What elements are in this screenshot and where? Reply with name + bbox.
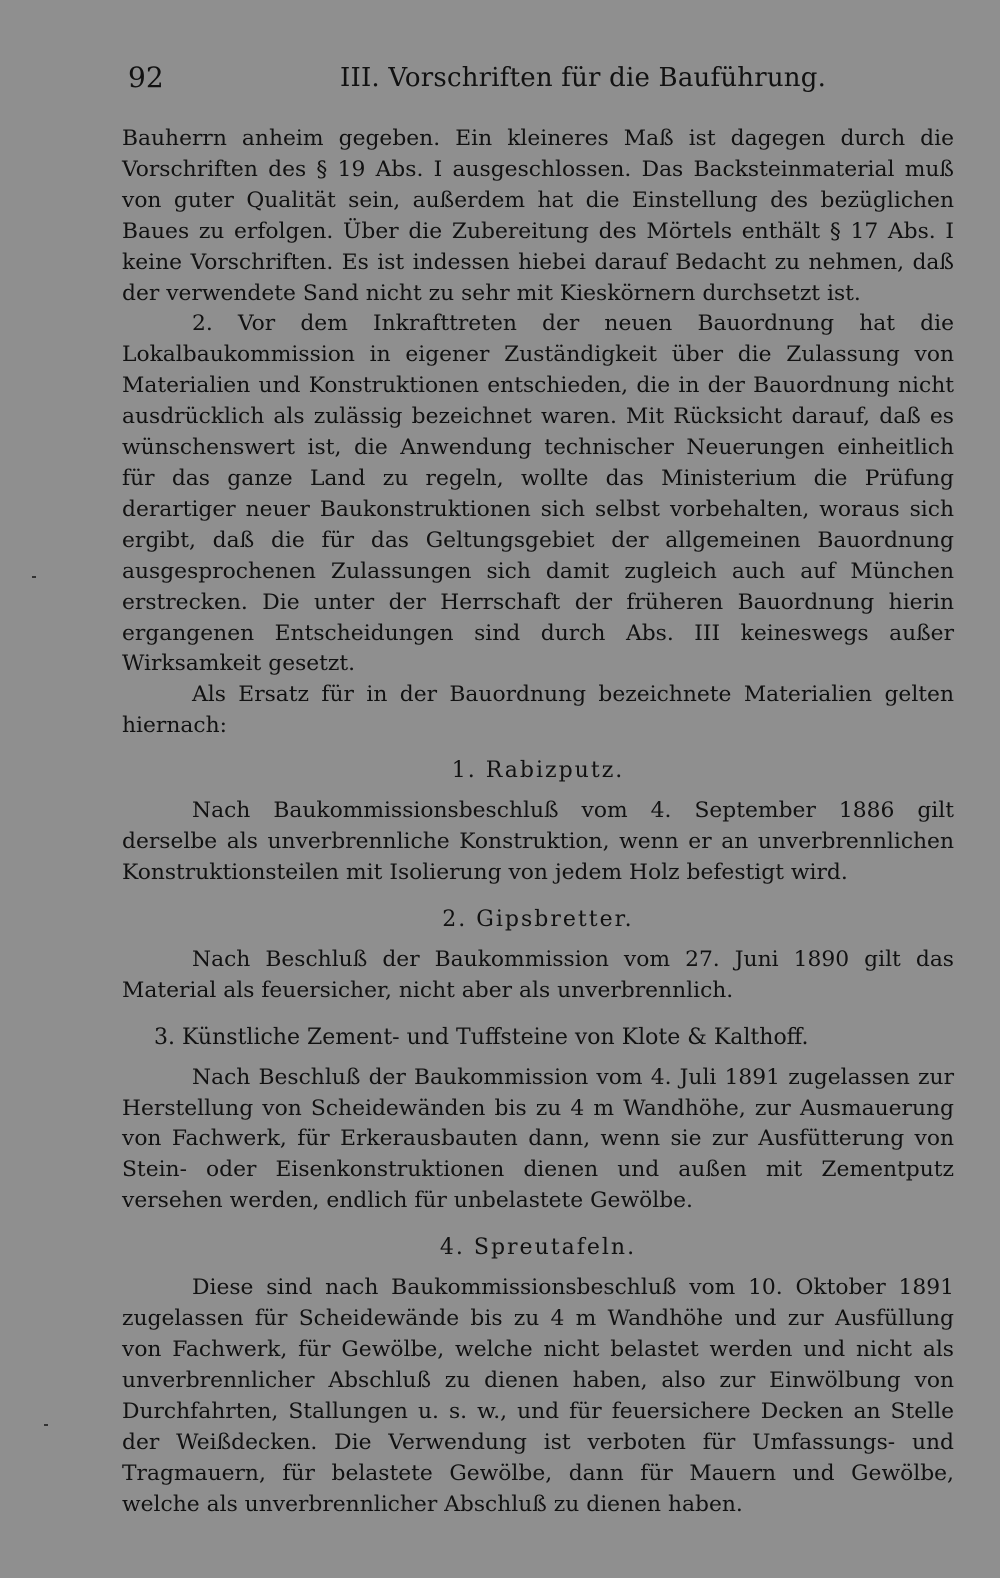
margin-mark [32,576,36,578]
heading-kunstliche-zement-tuffsteine: 3. Künstliche Zement- und Tuffsteine von Klote & Kalthoff. [154,1024,809,1050]
paragraph-gipsbretter: Nach Beschluß der Baukommission vom 27. Juni 1890 gilt das Material als feuersicher, nicht aber als unverbrennlich. [122,946,954,1003]
paragraph-section-2: 2. Vor dem Inkrafttreten der neuen Bauordnung hat die Lokalbaukommission in eigener Zuständigkeit über die Zulassung von Materialien und Konstruktionen entschieden, die in der Bauordnung nicht ausdrücklich als zulässig bezeichnet waren. Mit Rücksicht darauf, daß es wünschenswert ist, die Anwendung technischer Neuerungen einheitlich für das ganze Land zu regeln, wollte das Ministerium die Prüfung derartiger neuer Baukonstruktionen sich selbst vorbehalten, woraus sich ergibt, daß die für das Geltungsgebiet der allgemeinen Bauordnung ausgesprochenen Zulassungen sich damit zugleich auch auf München erstrecken. Die unter der Herrschaft der früheren Bauordnung hierin ergangenen Entscheidungen sind durch Abs. III keineswegs außer Wirksamkeit gesetzt. [122,311,954,677]
heading-rabizputz: 1. Rabizputz. [451,758,625,784]
page-body [122,124,954,1520]
paragraph-substitutes-intro: Als Ersatz für in der Bauordnung bezeichnete Materialien gelten hiernach: [122,682,954,739]
paragraph-rabizputz: Nach Baukommissionsbeschluß vom 4. September 1886 gilt derselbe als unverbrennliche Konstruktion, wenn er an unverbrennlichen Konstruktionsteilen mit Isolierung von jedem Holz befestigt wird. [122,798,954,885]
paragraph-continuation: Bauherrn anheim gegeben. Ein kleineres Maß ist dagegen durch die Vorschriften des § 19 Abs. I ausgeschlossen. Das Backsteinmaterial muß von guter Qualität sein, außerdem hat die Einstellung des bezüglichen Baues zu erfolgen. Über die Zubereitung des Mörtels enthält § 17 Abs. I keine Vorschriften. Es ist indessen hiebei darauf Bedacht zu nehmen, daß der verwendete Sand nicht zu sehr mit Kieskörnern durchsetzt ist. [122,126,954,306]
heading-gipsbretter: 2. Gipsbretter. [442,906,634,932]
running-head: III. Vorschriften für die Bauführung. [340,63,827,93]
heading-spreutafeln: 4. Spreutafeln. [439,1235,637,1261]
paragraph-spreutafeln: Diese sind nach Baukommissionsbeschluß vom 10. Oktober 1891 zugelassen für Scheidewände bis zu 4 m Wandhöhe und zur Ausfüllung von Fachwerk, für Gewölbe, welche nicht belastet werden und nicht als unverbrennlicher Abschluß zu dienen haben, also zur Einwölbung von Durchfahrten, Stallungen u. s. w., und für feuersichere Decken an Stelle der Weißdecken. Die Verwendung ist verboten für Umfassungs- und Tragmauern, für belastete Gewölbe, dann für Mauern und Gewölbe, welche als unverbrennlicher Abschluß zu dienen haben. [122,1275,954,1517]
paragraph-zement-tuffsteine: Nach Beschluß der Baukommission vom 4. Juli 1891 zugelassen zur Herstellung von Scheidewänden bis zu 4 m Wandhöhe, zur Ausmauerung von Fachwerk, für Erkerausbauten dann, wenn sie zur Ausfütterung von Stein- oder Eisenkonstruktionen dienen und außen mit Zementputz versehen werden, endlich für unbelastete Gewölbe. [122,1064,954,1214]
page-number: 92 [128,61,164,94]
page-header [122,58,952,102]
margin-mark [44,1424,48,1426]
